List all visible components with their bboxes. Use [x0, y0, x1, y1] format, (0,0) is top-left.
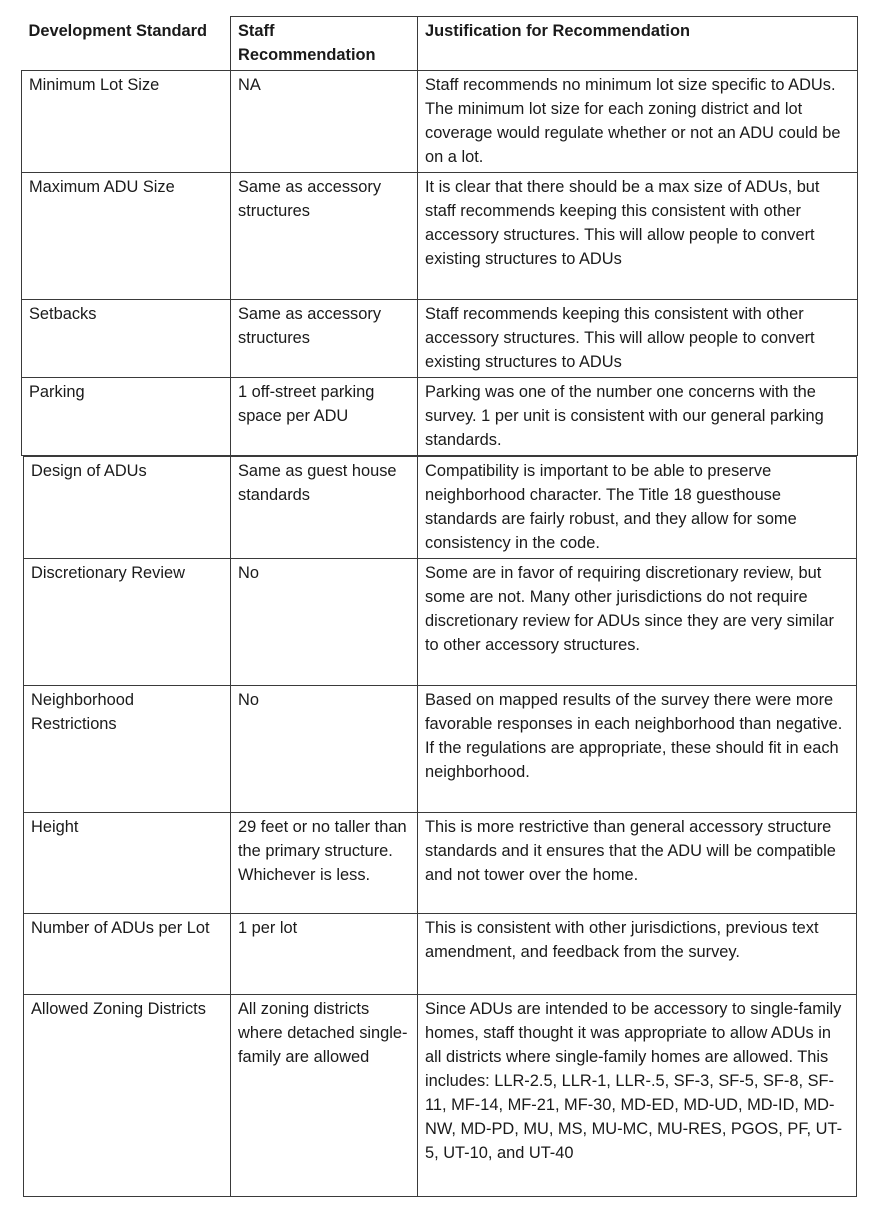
- recommendation-cell: 1 per lot: [231, 914, 418, 995]
- header-staff-recommendation: Staff Recommendation: [231, 17, 418, 71]
- standard-cell: Maximum ADU Size: [22, 173, 231, 300]
- justification-cell: Some are in favor of requiring discretionary review, but some are not. Many other jurisdictions do not require discretionary review for ADUs since they are very similar to other accessory structures.: [418, 559, 857, 686]
- standard-cell: Setbacks: [22, 300, 231, 378]
- recommendation-cell: Same as accessory structures: [231, 300, 418, 378]
- adu-standards-table-part2: [23, 456, 857, 1197]
- standard-cell: Allowed Zoning Districts: [24, 995, 231, 1197]
- table-row: [22, 300, 858, 378]
- recommendation-cell: No: [231, 686, 418, 813]
- recommendation-cell: 1 off-street parking space per ADU: [231, 378, 418, 456]
- justification-cell: It is clear that there should be a max size of ADUs, but staff recommends keeping this consistent with other accessory structures. This will allow people to convert existing structures to ADUs: [418, 173, 858, 300]
- table-row: [24, 457, 857, 559]
- table-header-row: [22, 17, 858, 71]
- header-justification: Justification for Recommendation: [418, 17, 858, 71]
- justification-cell: Based on mapped results of the survey there were more favorable responses in each neighborhood than negative. If the regulations are appropriate, these should fit in each neighborhood.: [418, 686, 857, 813]
- table-row: [22, 71, 858, 173]
- table-row: [24, 559, 857, 686]
- table-row: [22, 378, 858, 456]
- table-row: [24, 914, 857, 995]
- standard-cell: Parking: [22, 378, 231, 456]
- table-row: [24, 686, 857, 813]
- recommendation-cell: No: [231, 559, 418, 686]
- standard-cell: Design of ADUs: [24, 457, 231, 559]
- recommendation-cell: 29 feet or no taller than the primary structure. Whichever is less.: [231, 813, 418, 914]
- justification-cell: Since ADUs are intended to be accessory to single-family homes, staff thought it was appropriate to allow ADUs in all districts where single-family homes are allowed. This includes: LLR-2.5, LLR-1, LLR-.5, SF-3, SF-5, SF-8, SF-11, MF-14, MF-21, MF-30, MD-ED, MD-UD, MD-ID, MD-NW, MD-PD, MU, MS, MU-MC, MU-RES, PGOS, PF, UT-5, UT-10, and UT-40: [418, 995, 857, 1197]
- standard-cell: Number of ADUs per Lot: [24, 914, 231, 995]
- standard-cell: Discretionary Review: [24, 559, 231, 686]
- justification-cell: Parking was one of the number one concerns with the survey. 1 per unit is consistent with our general parking standards.: [418, 378, 858, 456]
- adu-standards-table-part1: [21, 16, 858, 456]
- justification-cell: Staff recommends keeping this consistent with other accessory structures. This will allow people to convert existing structures to ADUs: [418, 300, 858, 378]
- justification-cell: Staff recommends no minimum lot size specific to ADUs. The minimum lot size for each zoning district and lot coverage would regulate whether or not an ADU could be on a lot.: [418, 71, 858, 173]
- justification-cell: This is consistent with other jurisdictions, previous text amendment, and feedback from the survey.: [418, 914, 857, 995]
- table-row: [24, 995, 857, 1197]
- header-development-standard: Development Standard: [22, 17, 231, 71]
- recommendation-cell: All zoning districts where detached single-family are allowed: [231, 995, 418, 1197]
- standard-cell: Minimum Lot Size: [22, 71, 231, 173]
- recommendation-cell: NA: [231, 71, 418, 173]
- justification-cell: Compatibility is important to be able to preserve neighborhood character. The Title 18 guesthouse standards are fairly robust, and they allow for some consistency in the code.: [418, 457, 857, 559]
- standard-cell: Neighborhood Restrictions: [24, 686, 231, 813]
- standard-cell: Height: [24, 813, 231, 914]
- table-row: [24, 813, 857, 914]
- recommendation-cell: Same as guest house standards: [231, 457, 418, 559]
- recommendation-cell: Same as accessory structures: [231, 173, 418, 300]
- table-row: [22, 173, 858, 300]
- justification-cell: This is more restrictive than general accessory structure standards and it ensures that the ADU will be compatible and not tower over the home.: [418, 813, 857, 914]
